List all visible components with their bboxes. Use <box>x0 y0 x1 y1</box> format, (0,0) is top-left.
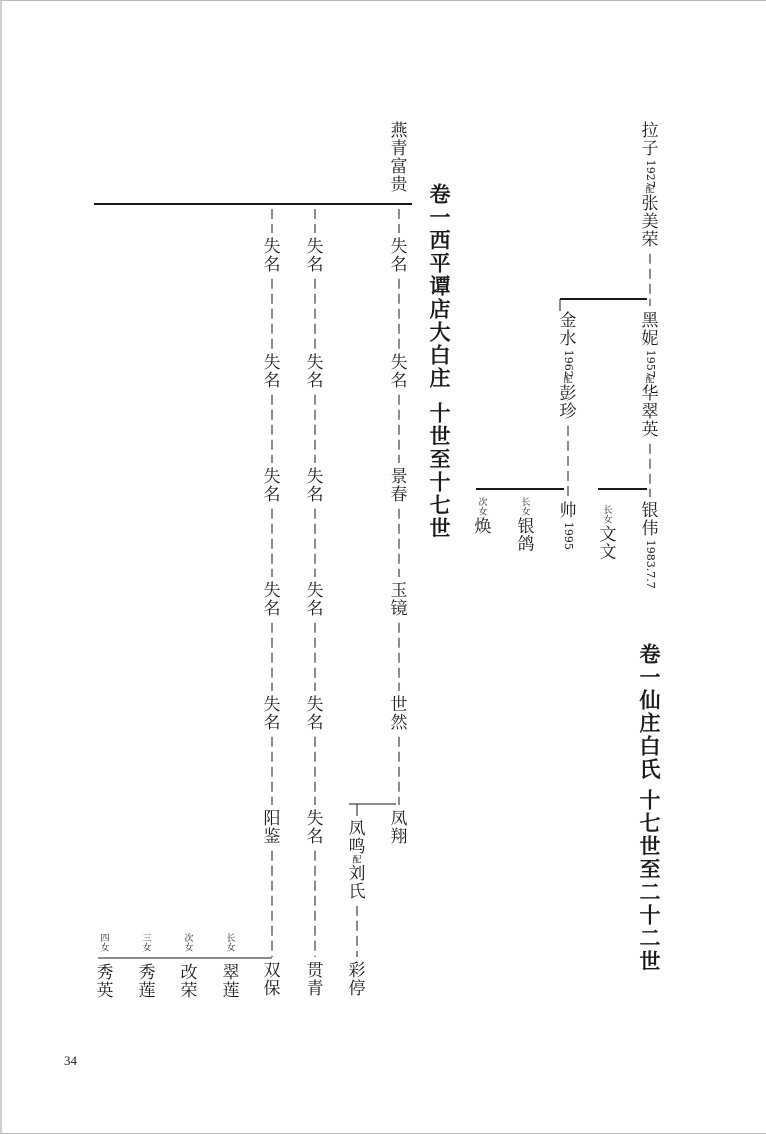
svg-text:燕: 燕 <box>390 120 408 141</box>
member-name <box>349 819 366 857</box>
svg-text:翠: 翠 <box>641 401 659 422</box>
svg-text:女: 女 <box>226 943 236 954</box>
svg-text:平: 平 <box>429 250 451 276</box>
member-name <box>97 963 114 1001</box>
svg-text:水: 水 <box>559 328 577 349</box>
member-name <box>391 467 408 505</box>
svg-text:富: 富 <box>390 156 408 177</box>
svg-text:文: 文 <box>599 524 617 545</box>
member-name <box>264 467 281 505</box>
member-name <box>391 237 408 275</box>
svg-text:失: 失 <box>306 580 324 601</box>
member-name <box>264 809 281 847</box>
svg-text:名: 名 <box>306 254 324 275</box>
svg-text:翠: 翠 <box>222 962 240 983</box>
section-title-left <box>430 181 451 390</box>
svg-text:帅: 帅 <box>559 500 577 521</box>
svg-text:长: 长 <box>603 505 613 516</box>
svg-text:妮: 妮 <box>641 328 659 349</box>
svg-text:女: 女 <box>603 515 613 526</box>
svg-text:然: 然 <box>390 712 408 733</box>
member-name <box>307 961 325 999</box>
svg-text:银: 银 <box>641 500 659 521</box>
svg-text:凤: 凤 <box>348 818 366 839</box>
svg-text:贯: 贯 <box>306 960 324 981</box>
member-name <box>264 581 281 619</box>
spouse-name <box>560 384 577 422</box>
daughter-rank <box>478 496 487 517</box>
svg-text:白: 白 <box>639 733 661 759</box>
svg-text:次: 次 <box>184 933 194 944</box>
svg-text:三: 三 <box>142 933 152 944</box>
svg-text:七: 七 <box>639 810 661 836</box>
svg-text:卷: 卷 <box>429 181 451 207</box>
svg-text:名: 名 <box>306 598 324 619</box>
svg-text:一: 一 <box>429 204 451 230</box>
spouse-name <box>642 194 659 250</box>
svg-text:庄: 庄 <box>429 365 451 391</box>
birth-year: 1957 <box>644 349 657 378</box>
svg-text:莲: 莲 <box>138 980 156 1001</box>
svg-text:荣: 荣 <box>641 229 659 250</box>
svg-text:黑: 黑 <box>641 310 659 331</box>
daughter-rank <box>184 932 193 953</box>
member-name <box>139 963 156 1001</box>
svg-text:配: 配 <box>563 375 573 386</box>
section-title-right <box>639 641 662 781</box>
member-name <box>560 501 577 521</box>
svg-text:卷: 卷 <box>639 641 661 667</box>
member-name <box>642 311 660 349</box>
spouse-name <box>642 384 659 440</box>
svg-text:伟: 伟 <box>641 518 659 539</box>
svg-text:镜: 镜 <box>390 598 408 619</box>
svg-text:次: 次 <box>478 497 488 508</box>
svg-text:女: 女 <box>100 943 110 954</box>
svg-text:荣: 荣 <box>180 980 198 1001</box>
member-name <box>560 311 577 349</box>
svg-text:庄: 庄 <box>639 710 661 736</box>
svg-text:十: 十 <box>639 902 661 928</box>
svg-text:彭: 彭 <box>559 384 577 405</box>
svg-text:玉: 玉 <box>390 580 408 601</box>
member-name <box>391 353 408 391</box>
svg-text:配: 配 <box>352 855 362 866</box>
birth-year: 1983.7.7 <box>644 539 657 589</box>
svg-text:彩: 彩 <box>348 960 366 981</box>
member-name <box>181 963 198 1001</box>
genealogy-tree <box>2 1 766 1135</box>
svg-text:仙: 仙 <box>639 687 661 713</box>
svg-text:失: 失 <box>263 694 281 715</box>
svg-text:十: 十 <box>429 400 451 426</box>
svg-text:一: 一 <box>639 664 661 690</box>
member-name <box>307 353 324 391</box>
svg-text:长: 长 <box>521 497 531 508</box>
svg-text:大: 大 <box>429 319 451 345</box>
svg-text:西: 西 <box>429 227 451 253</box>
member-name <box>307 581 324 619</box>
svg-text:失: 失 <box>263 580 281 601</box>
svg-text:鉴: 鉴 <box>263 826 281 847</box>
svg-text:银: 银 <box>517 516 535 537</box>
svg-text:世: 世 <box>429 423 451 449</box>
svg-text:至: 至 <box>639 856 661 882</box>
svg-text:至: 至 <box>429 446 451 472</box>
svg-text:失: 失 <box>263 352 281 373</box>
svg-text:世: 世 <box>390 694 408 715</box>
svg-text:白: 白 <box>429 342 451 368</box>
daughter-rank <box>226 933 235 953</box>
svg-text:阳: 阳 <box>263 808 281 829</box>
member-name <box>474 517 492 537</box>
svg-text:名: 名 <box>263 598 281 619</box>
svg-text:失: 失 <box>306 466 324 487</box>
svg-text:停: 停 <box>348 978 366 999</box>
member-name <box>264 353 281 391</box>
spouse-name <box>349 864 366 902</box>
svg-text:英: 英 <box>641 419 659 440</box>
svg-text:名: 名 <box>390 370 408 391</box>
svg-text:名: 名 <box>306 484 324 505</box>
svg-text:女: 女 <box>142 943 152 954</box>
svg-text:张: 张 <box>641 194 659 215</box>
svg-text:名: 名 <box>390 254 408 275</box>
svg-text:名: 名 <box>263 370 281 391</box>
svg-text:英: 英 <box>96 980 114 1001</box>
svg-text:配: 配 <box>645 375 655 386</box>
member-name <box>518 517 535 555</box>
birth-year: 1927 <box>644 159 657 188</box>
member-name <box>349 961 366 999</box>
svg-text:失: 失 <box>306 808 324 829</box>
generation-range-left <box>430 400 451 540</box>
svg-text:鸣: 鸣 <box>348 836 366 857</box>
ancestor-name <box>391 121 409 195</box>
svg-text:名: 名 <box>263 254 281 275</box>
svg-text:鸽: 鸽 <box>517 534 535 555</box>
svg-text:刘: 刘 <box>348 864 366 885</box>
svg-text:失: 失 <box>390 236 408 257</box>
svg-text:拉: 拉 <box>641 120 659 141</box>
member-name <box>391 809 408 847</box>
svg-text:秀: 秀 <box>138 962 156 983</box>
svg-text:失: 失 <box>306 352 324 373</box>
svg-text:氏: 氏 <box>348 881 366 902</box>
svg-text:配: 配 <box>645 185 655 196</box>
svg-text:七: 七 <box>429 492 451 518</box>
svg-text:青: 青 <box>390 138 408 159</box>
svg-text:失: 失 <box>263 466 281 487</box>
svg-text:世: 世 <box>639 948 661 974</box>
daughter-rank <box>521 497 530 517</box>
member-name <box>264 237 281 275</box>
svg-text:十: 十 <box>639 787 661 813</box>
svg-text:青: 青 <box>306 978 324 999</box>
svg-text:失: 失 <box>390 352 408 373</box>
svg-text:名: 名 <box>263 484 281 505</box>
svg-text:长: 长 <box>226 933 236 944</box>
svg-text:秀: 秀 <box>96 962 114 983</box>
svg-text:翔: 翔 <box>390 826 408 847</box>
member-name <box>600 525 617 563</box>
svg-text:子: 子 <box>641 138 659 159</box>
member-name <box>642 501 659 539</box>
svg-text:二: 二 <box>639 879 661 905</box>
svg-text:名: 名 <box>306 370 324 391</box>
daughter-rank <box>100 933 109 953</box>
svg-text:双: 双 <box>263 960 281 981</box>
svg-text:二: 二 <box>639 925 661 951</box>
svg-text:女: 女 <box>521 507 531 518</box>
svg-text:贵: 贵 <box>390 174 408 195</box>
svg-text:氏: 氏 <box>639 756 661 782</box>
svg-text:失: 失 <box>306 236 324 257</box>
svg-text:谭: 谭 <box>429 273 451 299</box>
svg-text:珍: 珍 <box>559 401 577 422</box>
svg-text:名: 名 <box>263 712 281 733</box>
svg-text:景: 景 <box>390 466 408 487</box>
svg-text:女: 女 <box>184 943 194 954</box>
svg-text:凤: 凤 <box>390 808 408 829</box>
generation-range-right <box>640 787 661 973</box>
member-name <box>391 695 409 733</box>
svg-text:华: 华 <box>641 384 659 405</box>
svg-text:女: 女 <box>478 507 488 518</box>
birth-year: 1995 <box>562 521 575 550</box>
member-name <box>264 695 281 733</box>
svg-text:文: 文 <box>599 542 617 563</box>
svg-text:世: 世 <box>429 515 451 541</box>
member-name <box>307 809 324 847</box>
svg-text:改: 改 <box>180 962 198 983</box>
svg-text:莲: 莲 <box>222 980 240 1001</box>
svg-text:四: 四 <box>100 933 110 944</box>
svg-text:失: 失 <box>263 236 281 257</box>
svg-text:春: 春 <box>390 484 408 505</box>
member-name <box>391 581 408 619</box>
svg-text:失: 失 <box>306 694 324 715</box>
svg-text:名: 名 <box>306 826 324 847</box>
svg-text:世: 世 <box>639 833 661 859</box>
member-name <box>264 961 281 999</box>
member-name <box>307 467 324 505</box>
svg-text:金: 金 <box>559 310 577 331</box>
member-name <box>307 695 324 733</box>
svg-text:名: 名 <box>306 712 324 733</box>
svg-text:美: 美 <box>641 211 659 232</box>
daughter-rank <box>142 933 151 953</box>
daughter-rank <box>603 505 612 525</box>
member-name <box>223 963 240 1001</box>
member-name <box>307 237 324 275</box>
birth-year: 1962 <box>562 349 575 378</box>
member-name <box>642 121 659 159</box>
svg-text:保: 保 <box>263 978 281 999</box>
svg-text:焕: 焕 <box>474 516 492 537</box>
svg-text:十: 十 <box>429 469 451 495</box>
page-number: 34 <box>64 1053 77 1068</box>
svg-text:店: 店 <box>429 296 451 322</box>
